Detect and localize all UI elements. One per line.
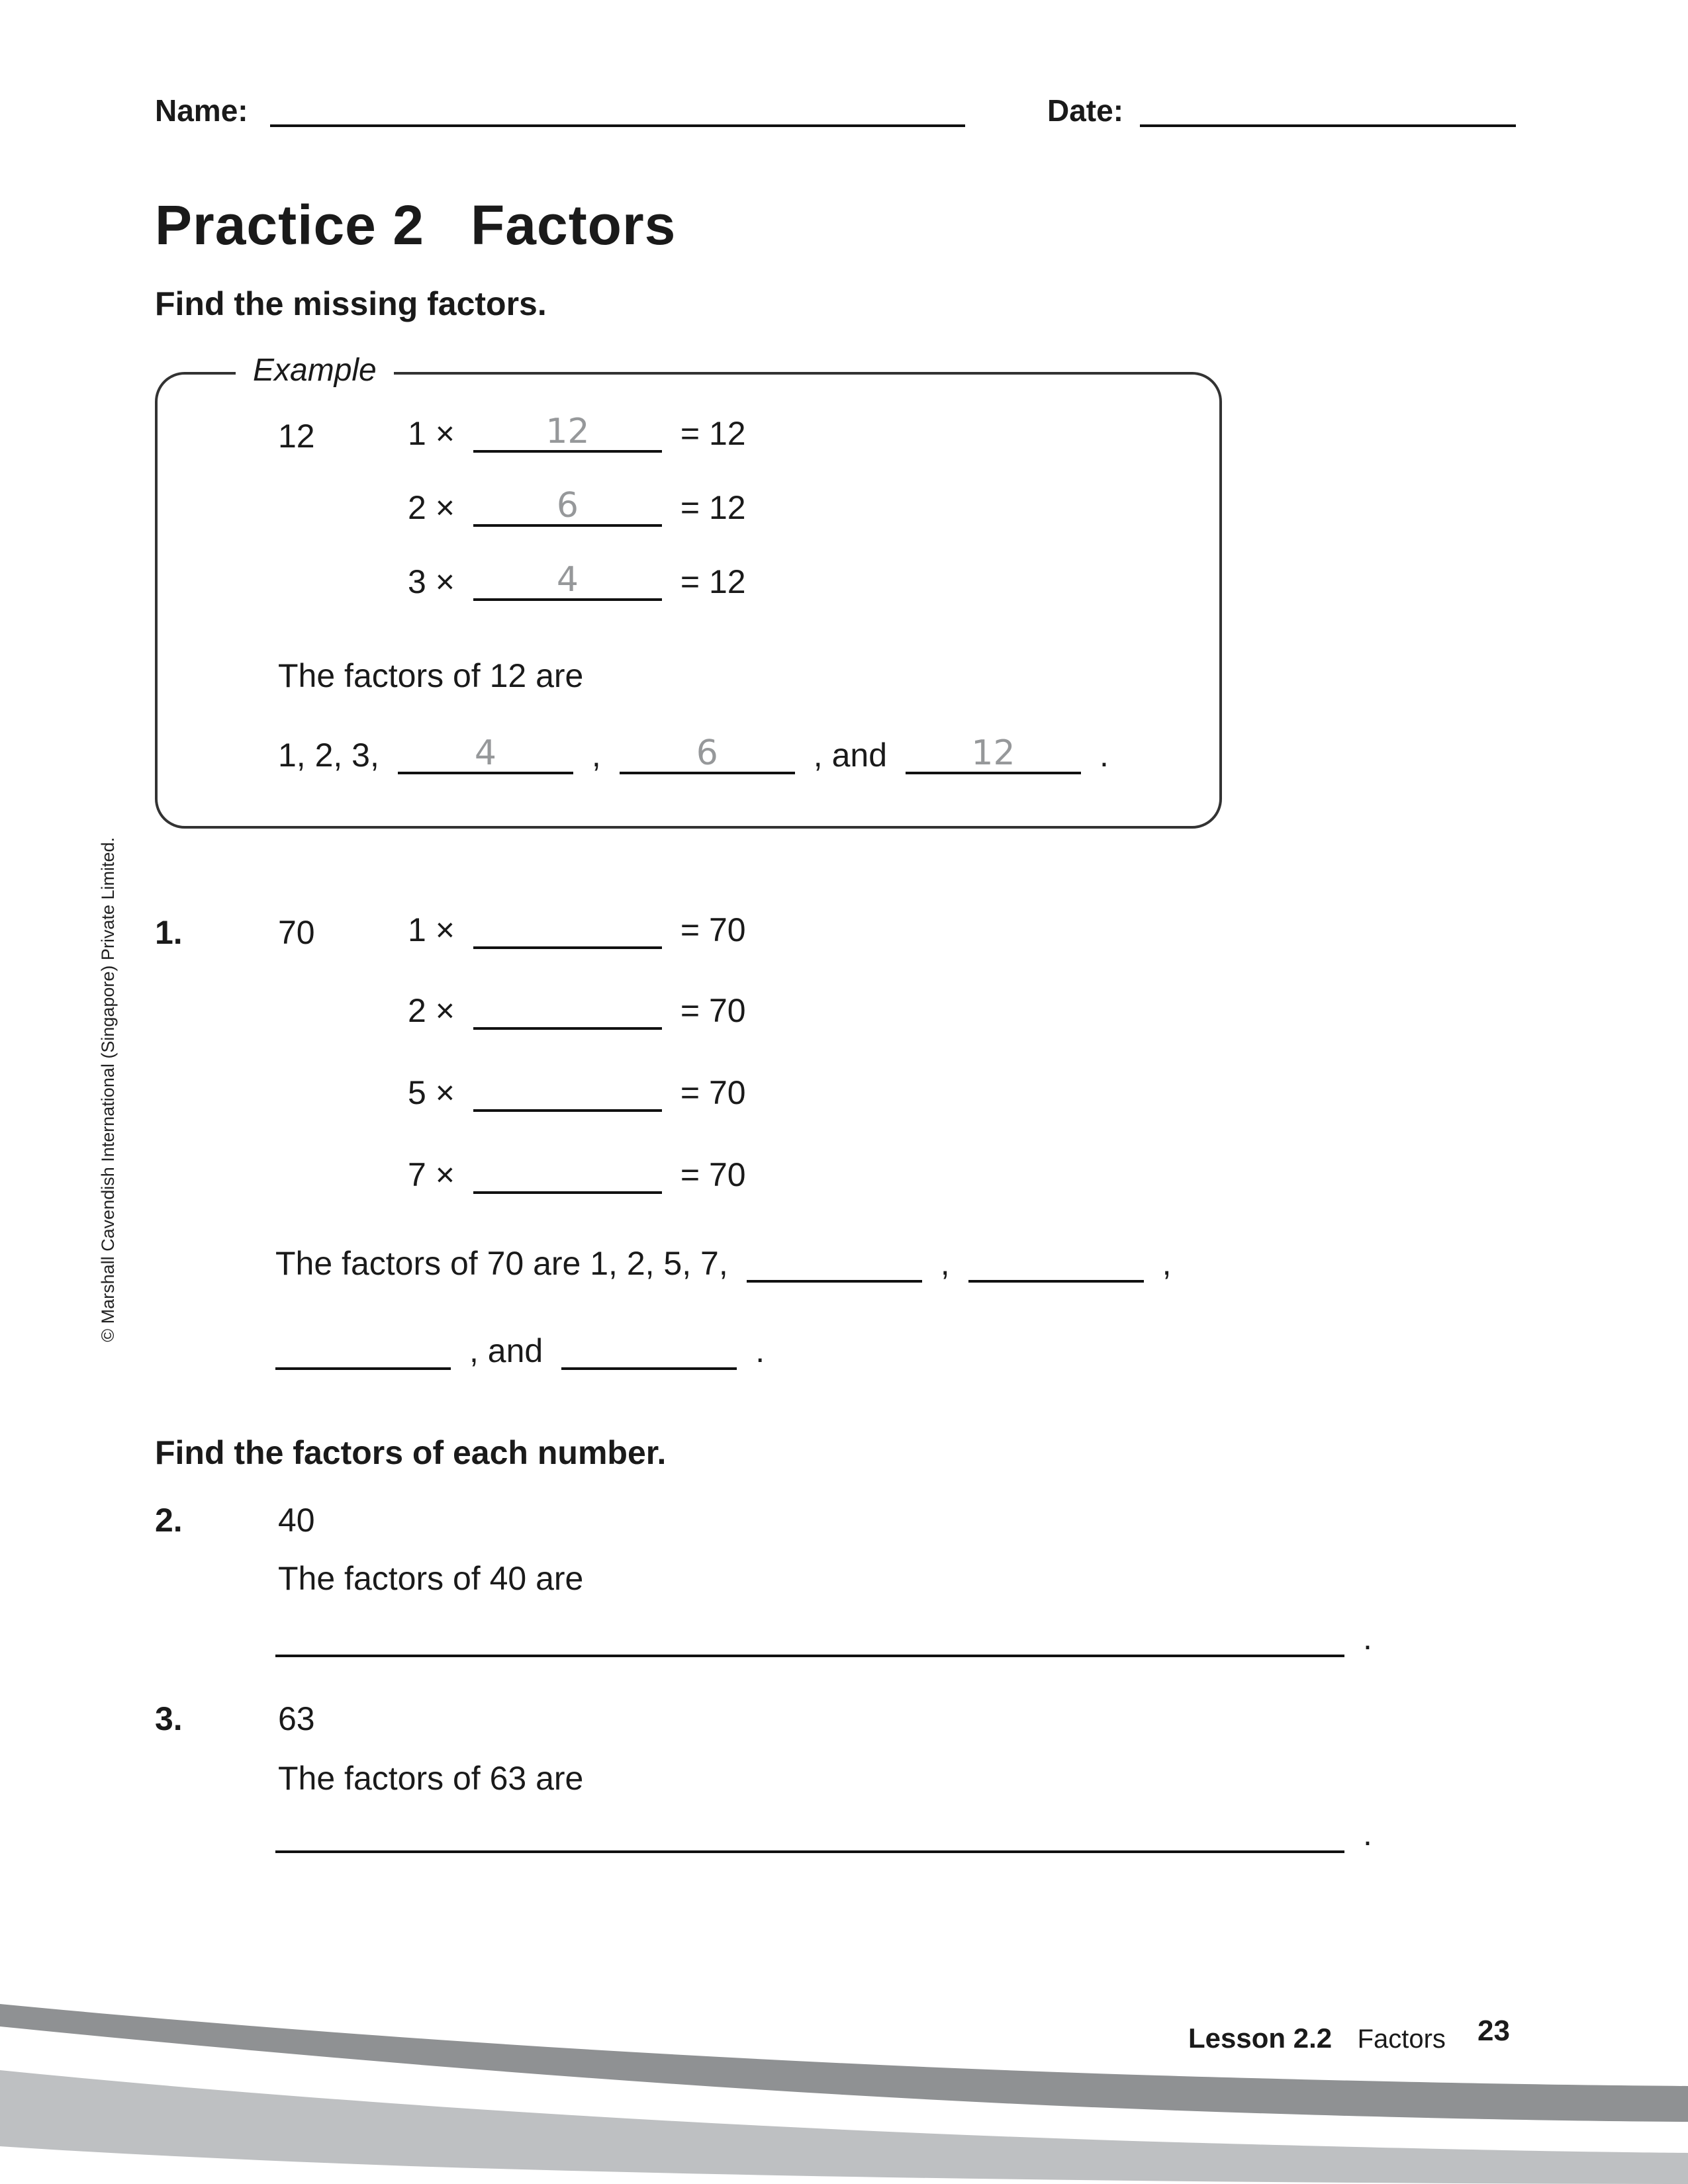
blank-answer: 12 xyxy=(971,733,1015,773)
question-1-value: 70 xyxy=(278,914,315,951)
name-label: Name: xyxy=(155,93,248,128)
equation-result: = 70 xyxy=(680,992,746,1029)
date-label: Date: xyxy=(1047,93,1124,128)
answer-blank[interactable] xyxy=(473,488,662,527)
answer-blank[interactable] xyxy=(275,1619,1344,1657)
equation-prefix: 2 × xyxy=(408,992,455,1029)
question-1-number: 1. xyxy=(155,914,183,951)
q1-factors-line-1 xyxy=(275,1244,1172,1283)
period-text: . xyxy=(1363,1619,1372,1657)
equation-prefix: 7 × xyxy=(408,1156,455,1193)
answer-blank[interactable] xyxy=(473,560,662,601)
example-equation-row xyxy=(408,414,746,453)
answer-blank[interactable] xyxy=(275,1815,1344,1853)
q2-factors-intro: The factors of 40 are xyxy=(278,1560,584,1597)
answer-blank[interactable] xyxy=(473,414,662,453)
equation-result: = 70 xyxy=(680,1156,746,1193)
footer-wave xyxy=(0,1985,1688,2184)
q3-answer-line xyxy=(275,1815,1372,1853)
footer-topic-label: Factors xyxy=(1357,2025,1446,2054)
equation-result: = 12 xyxy=(680,563,746,600)
blank-answer: 6 xyxy=(556,486,579,525)
page-title-number: Practice 2 xyxy=(155,194,424,256)
question-2-number: 2. xyxy=(155,1502,183,1539)
equation-prefix: 1 × xyxy=(408,911,455,948)
answer-blank[interactable] xyxy=(747,1244,922,1283)
instruction-find-missing-factors: Find the missing factors. xyxy=(155,285,547,322)
blank-answer: 12 xyxy=(545,412,590,451)
q1-factors-sentence: The factors of 70 are 1, 2, 5, 7, xyxy=(275,1245,728,1282)
answer-blank[interactable] xyxy=(398,733,573,774)
q1-equation-row xyxy=(408,991,746,1030)
footer-lesson-label: Lesson 2.2 xyxy=(1188,2023,1333,2054)
answer-blank[interactable] xyxy=(968,1244,1144,1283)
question-3-number: 3. xyxy=(155,1700,183,1737)
equation-prefix: 1 × xyxy=(408,415,455,452)
answer-blank[interactable] xyxy=(473,1073,662,1112)
and-text: , and xyxy=(813,737,888,774)
equation-result: = 12 xyxy=(680,489,746,526)
comma-text: , xyxy=(940,1245,950,1282)
answer-blank[interactable] xyxy=(473,991,662,1030)
equation-result: = 70 xyxy=(680,1074,746,1111)
blank-answer: 4 xyxy=(474,733,496,773)
equation-result: = 12 xyxy=(680,415,746,452)
page-title xyxy=(155,193,676,257)
example-label: Example xyxy=(236,352,394,388)
page-title-topic: Factors xyxy=(470,194,677,256)
q1-factors-line-2 xyxy=(275,1332,765,1370)
q1-equation-row xyxy=(408,1073,746,1112)
q1-equation-row xyxy=(408,1156,746,1194)
answer-blank[interactable] xyxy=(906,733,1081,774)
answer-blank[interactable] xyxy=(561,1332,737,1370)
question-2-value: 40 xyxy=(278,1502,315,1539)
q3-factors-intro: The factors of 63 are xyxy=(278,1760,584,1797)
equation-result: = 70 xyxy=(680,911,746,948)
name-line[interactable] xyxy=(270,94,965,127)
answer-blank[interactable] xyxy=(275,1332,451,1370)
factors-list-prefix: 1, 2, 3, xyxy=(278,737,379,774)
blank-answer: 4 xyxy=(556,560,579,600)
page-number: 23 xyxy=(1477,2015,1510,2047)
comma-text: , xyxy=(1162,1245,1172,1282)
period-text: . xyxy=(755,1332,765,1369)
copyright-text: © Marshall Cavendish International (Singapore) Private Limited. xyxy=(98,837,118,1342)
answer-blank[interactable] xyxy=(473,911,662,949)
date-line[interactable] xyxy=(1140,94,1516,127)
example-factors-intro: The factors of 12 are xyxy=(278,657,584,694)
and-text: , and xyxy=(469,1332,543,1369)
comma-text: , xyxy=(591,737,601,774)
copyright-sidebar xyxy=(98,837,124,1342)
instruction-find-factors-each: Find the factors of each number. xyxy=(155,1434,667,1471)
equation-prefix: 2 × xyxy=(408,489,455,526)
answer-blank[interactable] xyxy=(620,733,795,774)
example-factors-line xyxy=(278,733,1109,774)
q1-equation-row xyxy=(408,911,746,949)
example-equation-row xyxy=(408,488,746,527)
q2-answer-line xyxy=(275,1619,1372,1657)
period-text: . xyxy=(1363,1815,1372,1852)
example-number: 12 xyxy=(278,418,315,455)
equation-prefix: 5 × xyxy=(408,1074,455,1111)
example-equation-row xyxy=(408,560,746,601)
footer-lesson-info xyxy=(1188,2023,1446,2054)
equation-prefix: 3 × xyxy=(408,563,455,600)
period-text: . xyxy=(1100,737,1109,774)
answer-blank[interactable] xyxy=(473,1156,662,1194)
question-3-value: 63 xyxy=(278,1700,315,1737)
blank-answer: 6 xyxy=(696,733,718,773)
